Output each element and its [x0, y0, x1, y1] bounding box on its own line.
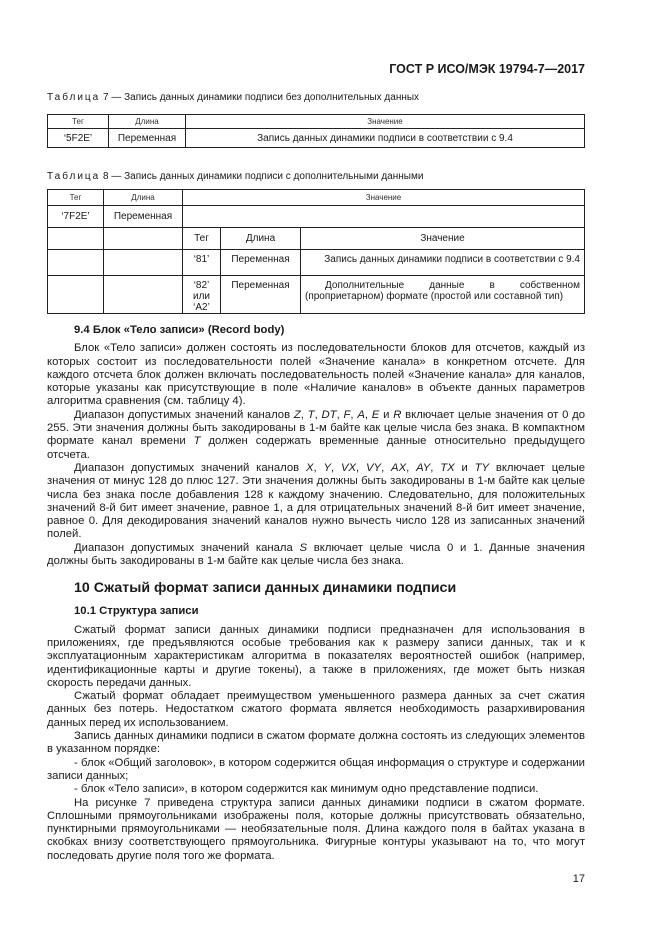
text-run: , [381, 461, 392, 474]
italic-symbol: A [357, 408, 365, 421]
italic-symbol: VX [340, 461, 357, 474]
text-run: , [356, 461, 366, 474]
header-length: Длина [109, 115, 186, 129]
inner-header-value: Значение [301, 228, 585, 250]
text-run: , [350, 408, 358, 421]
italic-symbol: F [343, 408, 351, 421]
cell-length: Переменная [109, 129, 186, 148]
section-body [47, 624, 585, 863]
caption-word: Таблица [47, 171, 101, 182]
text-run: включает целые значения от минус 128 до плюс 127. Эти значения должны быть закодированы в 1-м байте как целые числа без знака после добавления 128 к каждому значению. Следовательно, для положительных значений 8-й бит имеет значение, равное 1, а для отрицательных значений 8-й бит имеет значение, равное 0. Для декодирования значений каналов нужно вычесть число 128 из записанных значений полей. [47, 461, 586, 541]
text-run: Диапазон допустимых значений канала [74, 541, 300, 554]
paragraph [47, 757, 585, 784]
italic-symbol: R [393, 408, 402, 421]
paragraph [47, 342, 585, 408]
body-flow [47, 324, 585, 886]
section-heading: 10 Сжатый формат записи данных динамики подписи [74, 580, 457, 597]
text-run: - блок «Тело записи», в котором содержится как минимум одно представление подписи. [74, 783, 539, 796]
cell-empty [104, 228, 183, 250]
cell-empty [48, 250, 104, 276]
italic-symbol: DT [321, 408, 337, 421]
text-run: , [364, 408, 372, 421]
section-heading: 9.4 Блок «Тело записи» (Record body) [74, 324, 285, 336]
italic-symbol: E [371, 408, 380, 421]
cell-value: Запись данных динамики подписи в соответствии с 9.4 [186, 129, 585, 148]
table-8 [47, 189, 585, 314]
inner-cell-value: Дополнительные данные в собственном (проприетарном) формате (простой или составной тип) [301, 276, 585, 314]
inner-cell-length: Переменная [221, 276, 301, 314]
italic-symbol: S [299, 541, 308, 554]
cell-empty [48, 228, 104, 250]
section-9-4 [47, 324, 585, 568]
page-number: 17 [572, 872, 585, 885]
cell-tag: ‘5F2E’ [48, 129, 109, 148]
paragraph [47, 542, 585, 569]
cell-empty [104, 276, 183, 314]
text-run: и [454, 461, 475, 474]
table8-caption [47, 171, 423, 182]
text-run: , [314, 408, 322, 421]
section-10 [47, 580, 585, 863]
cell-empty [104, 250, 183, 276]
header-value: Значение [183, 190, 585, 206]
inner-header-length: Длина [221, 228, 301, 250]
text-run: включает целые значения от 0 до 255. Эти значения должны быть закодированы в 1-м байте как целые числа без знака. В компактном формате канал времени [47, 408, 586, 448]
paragraph [47, 462, 585, 542]
cell-empty [183, 206, 585, 228]
paragraph [47, 730, 585, 757]
inner-cell-tag: ‘81’ [183, 250, 221, 276]
text-run: и [379, 408, 394, 421]
text-run: , [430, 461, 441, 474]
cell-empty [48, 276, 104, 314]
text-run: , [331, 461, 341, 474]
inner-cell-tag: ‘82’ или ‘A2’ [183, 276, 221, 314]
text-run: Диапазон допустимых значений каналов [74, 408, 294, 421]
table7-caption [47, 92, 419, 103]
paragraph [47, 409, 585, 462]
italic-symbol: T [193, 435, 201, 448]
header-length: Длина [104, 190, 183, 206]
italic-symbol: AX [391, 461, 407, 474]
text-run: Блок «Тело записи» должен состоять из последовательности блоков для отсчетов, каждый из которых состоит из последовательности полей «Значение канала» в конкретном отсчете. Для каждого отсчета блок должен включать последовательность полей «Значение канала» для каналов, которые указаны как присутствующие в поле «Наличие каналов» в объекте данных параметров алгоритма сравнения (см. таблицу 4). [47, 342, 585, 408]
text-run: Сжатый формат записи данных динамики подписи предназначен для использования в приложениях, где предъявляются особые требования как к размеру записи данных, так и к эксплуатационным характеристикам алгоритма в показателях вероятностей ошибок (например, идентификационные карты и другие токены), а также в приложениях, где может быть низкая скорость передачи данных. [47, 623, 585, 689]
caption-text: 7 — Запись данных динамики подписи без дополнительных данных [103, 92, 420, 103]
italic-symbol: TY [474, 461, 490, 474]
paragraph [47, 624, 585, 690]
italic-symbol: Y [323, 461, 332, 474]
inner-header-tag: Тег [183, 228, 221, 250]
text-run: Диапазон допустимых значений каналов [74, 461, 306, 474]
italic-symbol: Z [293, 408, 301, 421]
text-run: должен содержать временные данные относительно предыдущего отсчета. [47, 435, 585, 461]
document-header: ГОСТ Р ИСО/МЭК 19794-7—2017 [389, 62, 585, 76]
italic-symbol: X [305, 461, 314, 474]
text-run: , [313, 461, 324, 474]
text-run: Сжатый формат обладает преимуществом уменьшенного размера данных за счет сжатия данных без потерь. Недостатком сжатого формата является необходимость разархивирования данных перед их использованием. [47, 690, 585, 729]
paragraph [47, 797, 585, 863]
text-run: На рисунке 7 приведена структура записи данных динамики подписи в сжатом формате. Сплошными прямоугольниками изображены поля, которые должны присутствовать обязательно, пунктирными прямоугольниками — необязательные поля. Длина каждого поля в байтах указана в скобках внизу соответствующего прямоугольника. Фигурные контуры указывают на то, что могут последовать другие поля того же формата. [47, 796, 585, 862]
inner-cell-value: Запись данных динамики подписи в соответствии с 9.4 [301, 250, 585, 276]
text-run: , [336, 408, 344, 421]
section-body [47, 342, 585, 568]
cell-length: Переменная [104, 206, 183, 228]
italic-symbol: T [307, 408, 315, 421]
text-run: , [300, 408, 308, 421]
paragraph [47, 690, 585, 730]
text-run: - блок «Общий заголовок», в котором содержится общая информация о структуре и содержании записи данных; [47, 756, 585, 782]
caption-word: Таблица [47, 92, 101, 103]
caption-text: 8 — Запись данных динамики подписи с дополнительными данными [103, 171, 424, 182]
table-7 [47, 114, 585, 148]
text-run: Запись данных динамики подписи в сжатом формате должна состоять из следующих элементов в указанном порядке: [47, 730, 585, 756]
header-tag: Тег [48, 190, 104, 206]
inner-cell-length: Переменная [221, 250, 301, 276]
italic-symbol: AY [416, 461, 431, 474]
header-tag: Тег [48, 115, 109, 129]
cell-tag: ‘7F2E’ [48, 206, 104, 228]
text-run: включает целые числа 0 и 1. Данные значения должны быть закодированы в 1-м байте как целые числа без знака. [47, 541, 585, 568]
text-run: , [406, 461, 417, 474]
italic-symbol: VY [366, 461, 382, 474]
paragraph [47, 783, 585, 796]
subsection-heading: 10.1 Структура записи [74, 605, 199, 618]
header-value: Значение [186, 115, 585, 129]
italic-symbol: TX [440, 461, 455, 474]
